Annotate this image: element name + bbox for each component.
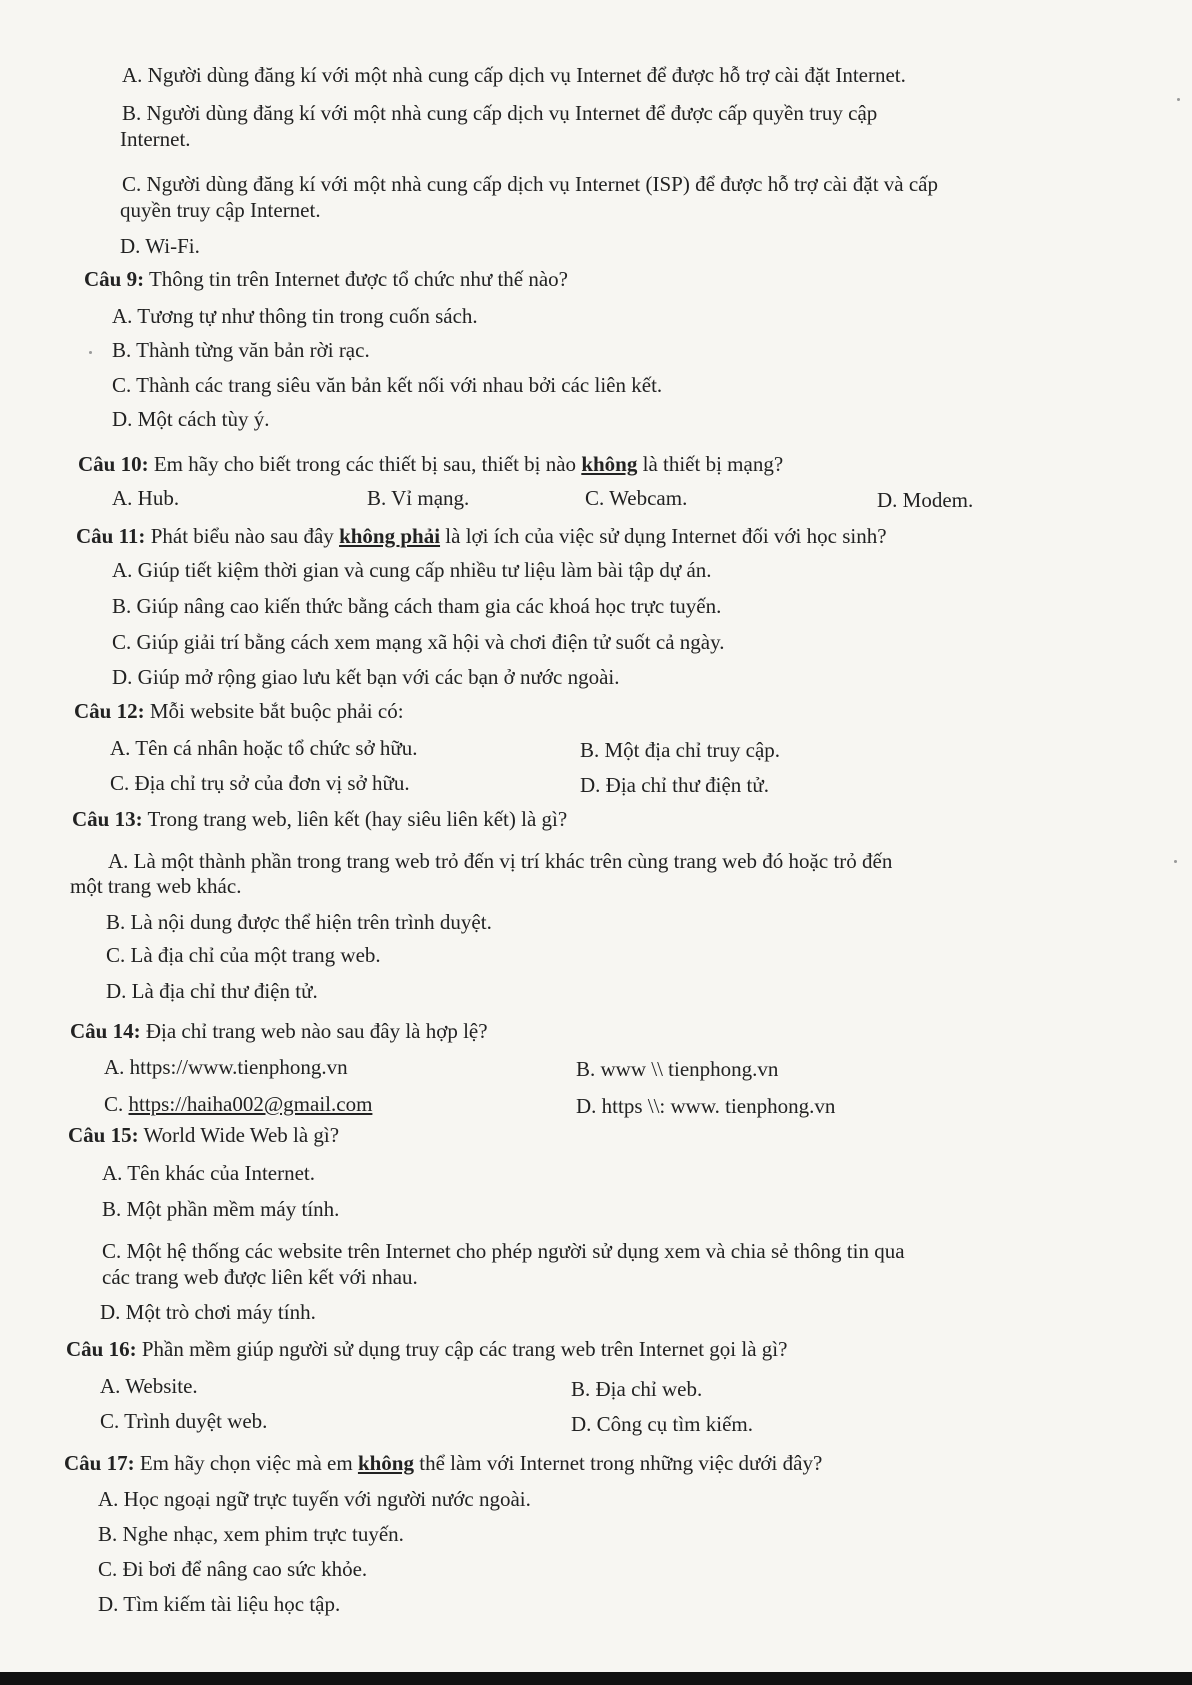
question-text: Em hãy cho biết trong các thiết bị sau, thiết bị nào [148, 452, 582, 476]
emphasis-word: không phải [339, 524, 441, 548]
question-number: Câu 12: [74, 699, 145, 723]
q14-option-c [104, 1091, 372, 1117]
question-number: Câu 16: [66, 1337, 137, 1361]
question-text: Phát biểu nào sau đây [145, 524, 340, 548]
question-11 [76, 523, 887, 549]
q15-option-c: C. Một hệ thống các website trên Internet cho phép người sử dụng xem và chia sẻ thông tin qua [102, 1239, 905, 1263]
q17-option-d: D. Tìm kiếm tài liệu học tập. [98, 1592, 341, 1616]
question-number: Câu 11: [76, 524, 146, 548]
question-text: Địa chỉ trang web nào sau đây là hợp lệ? [140, 1019, 488, 1043]
q11-option-c: C. Giúp giải trí bằng cách xem mạng xã hội và chơi điện tử suốt cả ngày. [112, 630, 725, 654]
question-16 [66, 1336, 787, 1362]
q16-option-b: B. Địa chỉ web. [571, 1377, 703, 1401]
q8-option-d: D. Wi-Fi. [120, 234, 200, 258]
q11-option-a: A. Giúp tiết kiệm thời gian và cung cấp nhiều tư liệu làm bài tập dự án. [112, 558, 712, 582]
q9-option-c: C. Thành các trang siêu văn bản kết nối với nhau bởi các liên kết. [112, 373, 663, 397]
question-9 [84, 266, 568, 292]
question-10 [78, 451, 783, 477]
emphasis-word: không [357, 1451, 414, 1475]
question-text: Mỗi website bắt buộc phải có: [144, 699, 404, 723]
scan-bottom-edge [0, 1672, 1192, 1685]
question-text: Phần mềm giúp người sử dụng truy cập các trang web trên Internet gọi là gì? [136, 1337, 788, 1361]
scan-speck [1174, 860, 1177, 863]
q15-option-b: B. Một phần mềm máy tính. [102, 1197, 340, 1221]
question-text-end: là thiết bị mạng? [637, 452, 784, 476]
q10-option-b: B. Vỉ mạng. [367, 486, 470, 510]
q8-option-b: B. Người dùng đăng kí với một nhà cung cấp dịch vụ Internet để được cấp quyền truy cập [122, 101, 878, 125]
q13-option-b: B. Là nội dung được thể hiện trên trình duyệt. [106, 910, 492, 934]
q13-option-d: D. Là địa chỉ thư điện tử. [106, 979, 318, 1003]
q12-option-a: A. Tên cá nhân hoặc tổ chức sở hữu. [110, 736, 418, 760]
q14-option-b: B. www \\ tienphong.vn [576, 1057, 779, 1081]
q10-option-c: C. Webcam. [585, 486, 688, 510]
question-text-end: thể làm với Internet trong những việc dưới đây? [413, 1451, 823, 1475]
q17-option-c: C. Đi bơi để nâng cao sức khỏe. [98, 1557, 368, 1581]
q9-option-b: B. Thành từng văn bản rời rạc. [112, 338, 370, 362]
q14-option-a: A. https://www.tienphong.vn [104, 1055, 348, 1079]
question-number: Câu 15: [68, 1123, 139, 1147]
q16-option-c: C. Trình duyệt web. [100, 1409, 268, 1433]
q11-option-b: B. Giúp nâng cao kiến thức bằng cách tham gia các khoá học trực tuyến. [112, 594, 722, 618]
question-number: Câu 10: [78, 452, 149, 476]
question-number: Câu 17: [64, 1451, 135, 1475]
question-17 [64, 1450, 822, 1476]
question-number: Câu 14: [70, 1019, 141, 1043]
q9-option-a: A. Tương tự như thông tin trong cuốn sách. [112, 304, 478, 328]
question-14 [70, 1018, 488, 1044]
option-prefix: C. [104, 1092, 129, 1116]
question-number: Câu 9: [84, 267, 145, 291]
question-text: Thông tin trên Internet được tổ chức như thế nào? [144, 267, 569, 291]
q8-option-a: A. Người dùng đăng kí với một nhà cung cấp dịch vụ Internet để được hỗ trợ cài đặt Internet. [122, 63, 906, 87]
question-15 [68, 1122, 339, 1148]
q9-option-d: D. Một cách tùy ý. [112, 407, 270, 431]
q10-option-d: D. Modem. [877, 488, 974, 512]
q14-option-d: D. https \\: www. tienphong.vn [576, 1094, 836, 1118]
q16-option-a: A. Website. [100, 1374, 198, 1398]
question-text: World Wide Web là gì? [138, 1123, 340, 1147]
q12-option-c: C. Địa chỉ trụ sở của đơn vị sở hữu. [110, 771, 410, 795]
q13-option-a: A. Là một thành phần trong trang web trỏ đến vị trí khác trên cùng trang web đó hoặc trỏ đến [108, 849, 893, 873]
q11-option-d: D. Giúp mở rộng giao lưu kết bạn với các bạn ở nước ngoài. [112, 665, 620, 689]
q17-option-a: A. Học ngoại ngữ trực tuyến với người nước ngoài. [98, 1487, 531, 1511]
question-text: Trong trang web, liên kết (hay siêu liên kết) là gì? [142, 807, 568, 831]
q8-option-b-cont: Internet. [120, 127, 191, 151]
option-link-text: https://haiha002@gmail.com [128, 1092, 373, 1116]
q10-option-a: A. Hub. [112, 486, 180, 510]
question-number: Câu 13: [72, 807, 143, 831]
question-12 [74, 698, 404, 724]
q15-option-d: D. Một trò chơi máy tính. [100, 1300, 316, 1324]
q17-option-b: B. Nghe nhạc, xem phim trực tuyến. [98, 1522, 404, 1546]
question-text-end: là lợi ích của việc sử dụng Internet đối với học sinh? [440, 524, 887, 548]
question-text: Em hãy chọn việc mà em [134, 1451, 358, 1475]
q8-option-c: C. Người dùng đăng kí với một nhà cung cấp dịch vụ Internet (ISP) để được hỗ trợ cài đặt và cấp [122, 172, 938, 196]
scan-speck [1177, 98, 1180, 101]
question-13 [72, 806, 567, 832]
q13-option-a-cont: một trang web khác. [70, 874, 242, 898]
emphasis-word: không [581, 452, 638, 476]
q12-option-d: D. Địa chỉ thư điện tử. [580, 773, 769, 797]
q12-option-b: B. Một địa chỉ truy cập. [580, 738, 781, 762]
q15-option-a: A. Tên khác của Internet. [102, 1161, 316, 1185]
q16-option-d: D. Công cụ tìm kiếm. [571, 1412, 753, 1436]
q15-option-c-cont: các trang web được liên kết với nhau. [102, 1265, 418, 1289]
q13-option-c: C. Là địa chỉ của một trang web. [106, 943, 381, 967]
scan-speck [89, 351, 92, 354]
q8-option-c-cont: quyền truy cập Internet. [120, 198, 321, 222]
